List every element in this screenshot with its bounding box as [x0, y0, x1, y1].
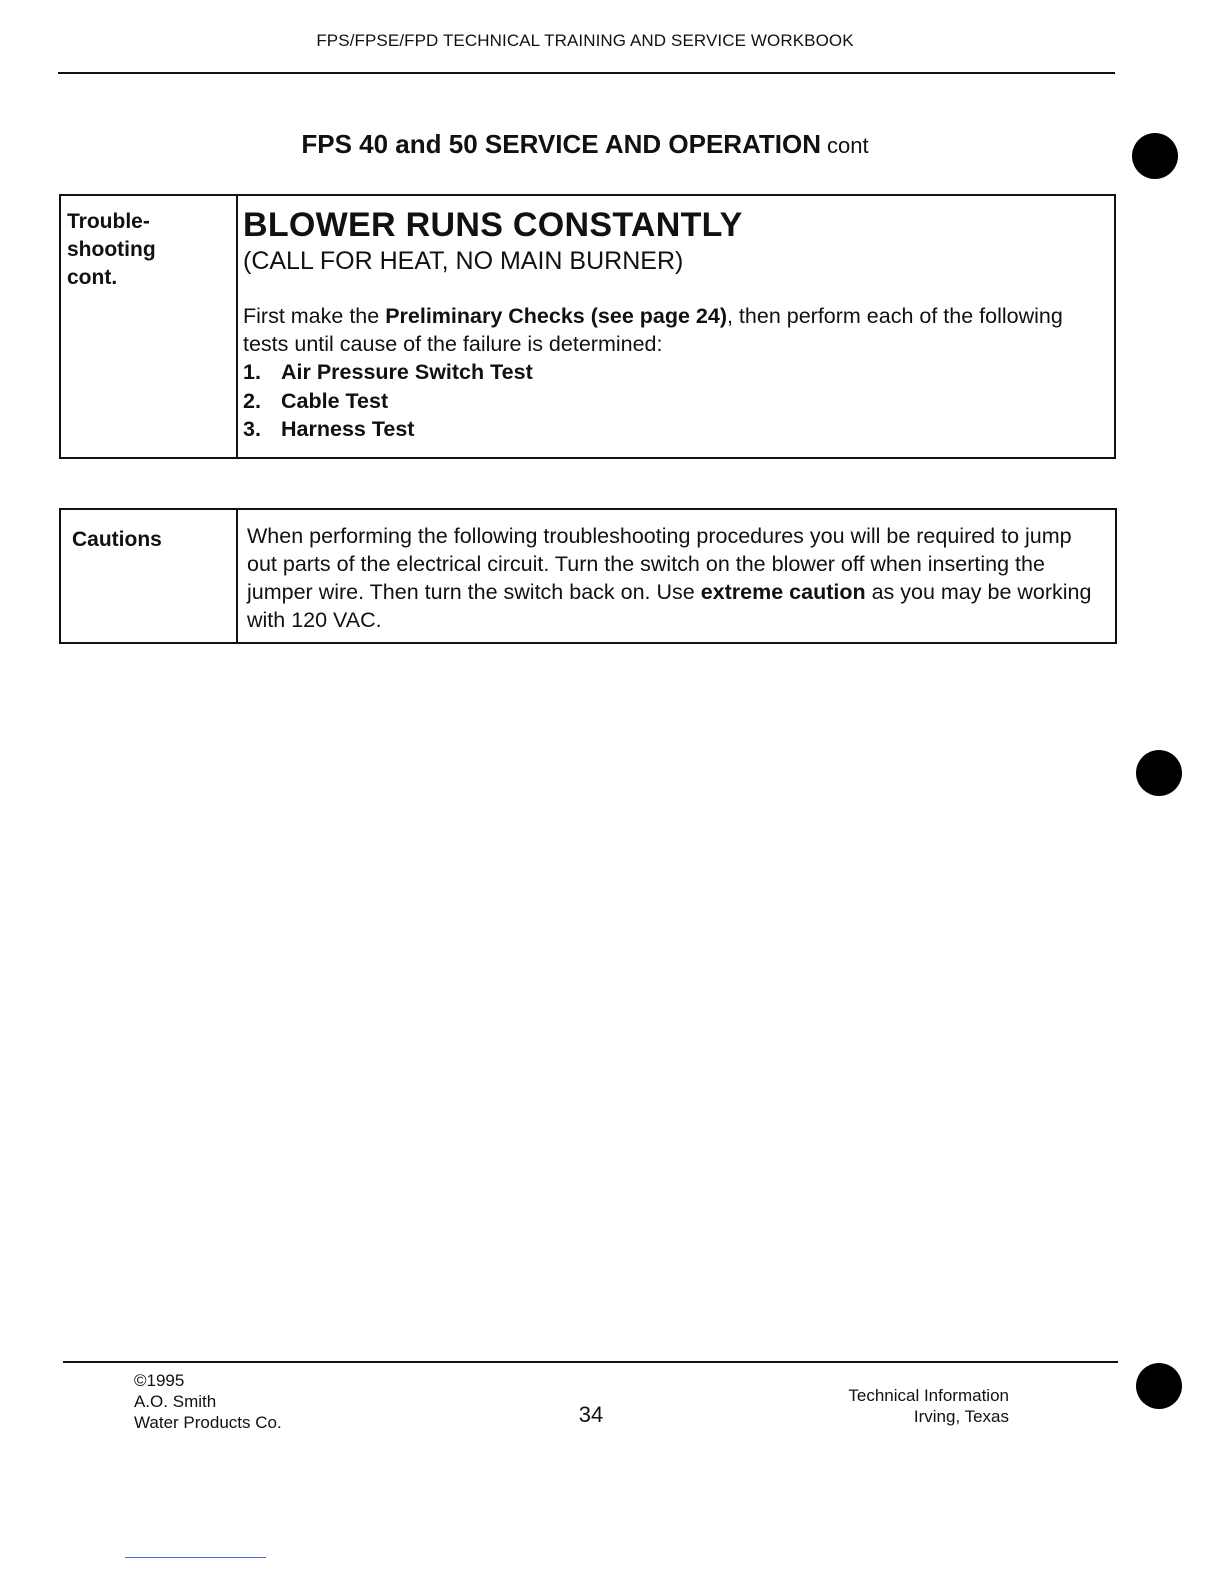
footer-line: A.O. Smith — [134, 1392, 217, 1411]
cautions-label: Cautions — [72, 528, 162, 551]
troubleshooting-box — [59, 194, 1116, 459]
header-rule — [58, 72, 1115, 74]
side-label-line: shooting — [67, 238, 156, 261]
footer-line: Technical Information — [848, 1386, 1009, 1405]
side-label-line: cont. — [67, 266, 118, 289]
scan-mark-line — [125, 1557, 266, 1558]
preliminary-checks-reference: Preliminary Checks (see page 24) — [385, 304, 727, 328]
step-number: 1. — [243, 360, 261, 384]
step-label: Harness Test — [281, 417, 415, 441]
side-label-line: Trouble- — [67, 210, 150, 233]
caution-emphasis: extreme caution — [700, 580, 866, 604]
footer-line: ©1995 — [134, 1371, 185, 1390]
section-heading: BLOWER RUNS CONSTANTLY — [243, 206, 743, 244]
list-item — [243, 415, 1106, 444]
intro-paragraph — [243, 302, 1106, 358]
cautions-text — [247, 522, 1101, 634]
troubleshooting-content — [243, 206, 1106, 444]
intro-text: , then perform each of the following tests until cause of the failure is determined: — [243, 304, 1063, 356]
footer-line: Irving, Texas — [913, 1407, 1009, 1426]
intro-text: First make the — [243, 304, 386, 328]
footer-rule — [63, 1361, 1118, 1363]
caution-text-part: When performing the following troubleshooting procedures you will be required to jump out parts of the electrical circuit. Turn the switch on the blower off when inserting the jumper wire. Then turn the switch back on. Use — [247, 524, 1072, 604]
step-label: Air Pressure Switch Test — [281, 360, 533, 384]
page-title-suffix: cont — [827, 133, 869, 158]
binder-hole-icon — [1132, 133, 1178, 179]
cautions-box — [59, 508, 1117, 644]
test-steps-list — [243, 358, 1106, 444]
page-number: 34 — [578, 1402, 604, 1427]
column-divider — [236, 510, 238, 642]
column-divider — [236, 196, 238, 457]
page-title — [0, 129, 1170, 160]
step-label: Cable Test — [281, 388, 389, 413]
footer-line: Water Products Co. — [134, 1413, 282, 1432]
list-item — [243, 387, 1106, 416]
step-number: 2. — [243, 388, 261, 413]
page-title-main: FPS 40 and 50 SERVICE AND OPERATION — [301, 129, 822, 159]
section-subheading: (CALL FOR HEAT, NO MAIN BURNER) — [243, 247, 684, 275]
binder-hole-icon — [1136, 750, 1182, 796]
troubleshooting-label — [67, 208, 156, 292]
caution-text-part: as you may be working with 120 VAC. — [247, 580, 1092, 632]
step-number: 3. — [243, 417, 261, 441]
running-header: FPS/FPSE/FPD TECHNICAL TRAINING AND SERVICE WORKBOOK — [316, 31, 854, 50]
list-item — [243, 358, 1106, 387]
footer-info — [760, 1385, 1009, 1427]
